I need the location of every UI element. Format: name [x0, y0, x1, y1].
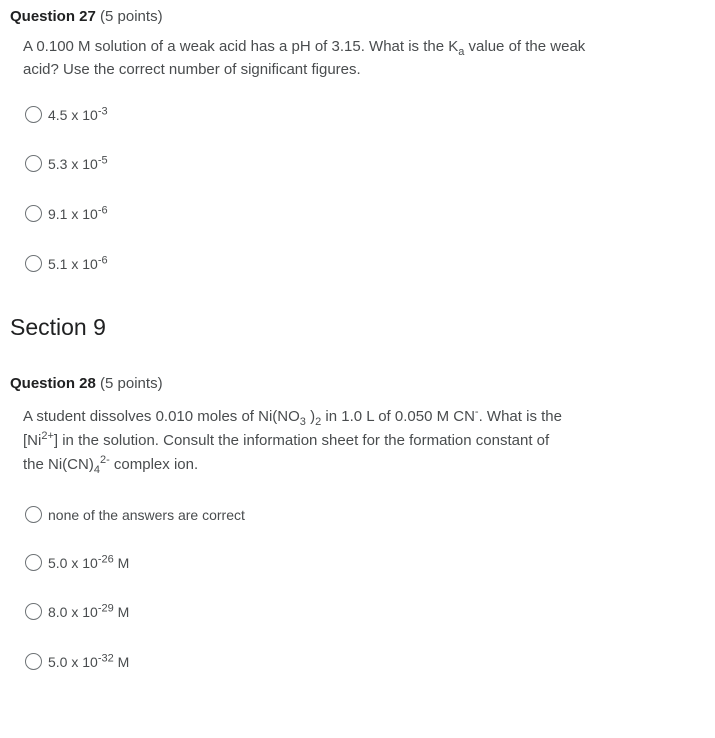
question-27-prompt-line-2: acid? Use the correct number of significant figures.: [23, 61, 361, 78]
q27-option-4[interactable]: [25, 255, 108, 272]
q28-option-2[interactable]: [25, 554, 129, 571]
prompt-text: complex ion.: [109, 456, 199, 473]
option-unit: M: [113, 554, 130, 571]
question-28-prompt-line-1: [23, 405, 562, 429]
prompt-text: in 1.0 L of 0.050 M CN: [321, 408, 475, 425]
option-label: [48, 552, 130, 571]
prompt-superscript: 2-: [99, 454, 110, 466]
prompt-subscript: 3: [299, 416, 306, 428]
q28-option-3[interactable]: [25, 603, 129, 620]
prompt-superscript: -: [474, 406, 479, 418]
option-label: [48, 601, 130, 620]
question-28-points: (5 points): [100, 375, 163, 392]
question-27-points: (5 points): [100, 8, 163, 25]
option-unit: M: [113, 653, 130, 670]
option-label: [48, 153, 108, 172]
option-label: [48, 253, 108, 272]
radio-button[interactable]: [25, 106, 42, 123]
option-exponent: -6: [97, 203, 108, 216]
ka-subscript: a: [458, 46, 465, 58]
radio-button[interactable]: [25, 603, 42, 620]
option-base: 5.0 x 10: [48, 653, 98, 670]
radio-button[interactable]: [25, 554, 42, 571]
option-exponent: -26: [97, 552, 114, 565]
q28-option-4[interactable]: [25, 653, 129, 670]
option-base: 5.0 x 10: [48, 554, 98, 571]
prompt-text: [Ni: [23, 432, 42, 449]
option-label: none of the answers are correct: [48, 506, 245, 523]
question-27-prompt: [23, 35, 585, 81]
section-title: Section 9: [10, 314, 106, 340]
radio-button[interactable]: [25, 155, 42, 172]
prompt-text: the Ni(CN): [23, 456, 94, 473]
prompt-text: . What is the: [478, 408, 562, 425]
option-base: 8.0 x 10: [48, 603, 98, 620]
option-exponent: -3: [97, 104, 108, 117]
q27-option-2[interactable]: [25, 155, 108, 172]
option-base: 9.1 x 10: [48, 205, 98, 222]
option-label: [48, 203, 108, 222]
q28-option-none[interactable]: [25, 506, 245, 523]
radio-button[interactable]: [25, 653, 42, 670]
option-exponent: -29: [97, 601, 114, 614]
prompt-superscript: 2+: [41, 430, 54, 442]
option-exponent: -6: [97, 253, 108, 266]
prompt-subscript: 2: [315, 416, 322, 428]
q27-option-3[interactable]: [25, 205, 108, 222]
option-label: [48, 104, 108, 123]
question-28-title: Question 28: [10, 375, 96, 392]
prompt-subscript: 4: [93, 464, 100, 476]
q27-option-1[interactable]: [25, 106, 108, 123]
radio-button[interactable]: [25, 255, 42, 272]
question-27-title: Question 27: [10, 8, 96, 25]
question-27-text-part2: value of the weak: [464, 38, 586, 55]
option-unit: M: [113, 603, 130, 620]
question-28-prompt-line-3: [23, 453, 562, 477]
radio-button[interactable]: [25, 205, 42, 222]
radio-button[interactable]: [25, 506, 42, 523]
option-exponent: -32: [97, 651, 114, 664]
question-28-prompt-line-2: [23, 429, 562, 453]
question-27-text-part1: A 0.100 M solution of a weak acid has a pH of 3.15. What is the K: [23, 38, 459, 55]
option-label: [48, 651, 130, 670]
question-28-header: [10, 375, 163, 392]
question-28-prompt: [23, 405, 562, 477]
option-base: 4.5 x 10: [48, 106, 98, 123]
prompt-text: ] in the solution. Consult the information sheet for the formation constant of: [53, 432, 550, 449]
option-base: 5.3 x 10: [48, 155, 98, 172]
option-exponent: -5: [97, 153, 108, 166]
question-27-prompt-line-1: [23, 35, 585, 58]
question-27-header: [10, 8, 163, 25]
option-base: 5.1 x 10: [48, 255, 98, 272]
prompt-text: A student dissolves 0.010 moles of Ni(NO: [23, 408, 300, 425]
prompt-text: ): [305, 408, 316, 425]
